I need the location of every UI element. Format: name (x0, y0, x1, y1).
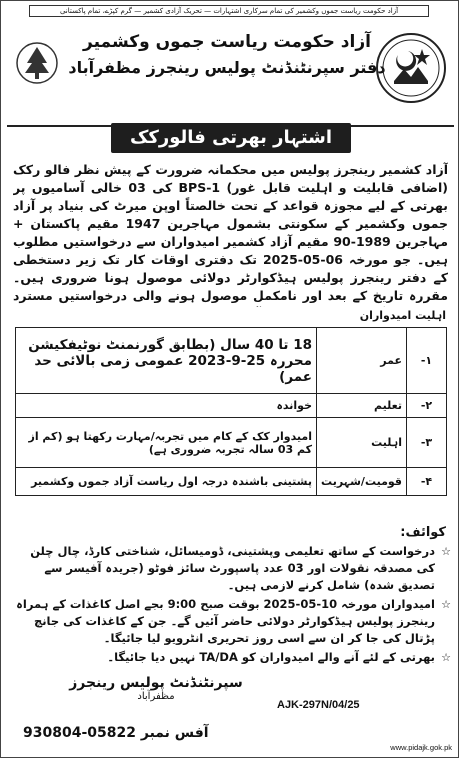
star-icon: ☆ (441, 651, 451, 664)
table-row (16, 468, 447, 496)
row-number: ۳- (407, 418, 447, 468)
list-item (13, 649, 451, 666)
note-text: درخواست کے ساتھ تعلیمی وپشتینی، ڈومیسائل، شناختی کارڈ، چال چلن کی مصدقہ نقولات اور 03 عدد پاسپورٹ سائز فوٹو (جریدہ آفیسر سے تصدیق شدہ) شامل کرنے لازمی ہیں۔ (30, 544, 435, 592)
row-value: خواندہ (16, 394, 317, 418)
notes-title: کوائف: (400, 525, 446, 540)
tree-logo-icon (15, 41, 59, 85)
govt-title: آزاد حکومت ریاست جموں وکشمیر (83, 32, 371, 52)
eligibility-label: اہلیت امیدواران (359, 309, 446, 322)
signature-block (61, 675, 251, 702)
row-value: امیدوار کک کے کام میں تجربہ/مہارت رکھتا ہو (کم از کم 03 سالہ تجربہ ضروری ہے) (16, 418, 317, 468)
star-icon: ☆ (441, 545, 451, 558)
table-row (16, 418, 447, 468)
note-text: امیدواران مورخہ 10-05-2025 بوقت صبح 9:00 بجے اصل کاغذات کے ہمراہ رینجرز پولیس ہیڈکوارٹر دولائی حاضر آئیں گے۔ جن کے کاغذات کی جانچ پڑتال کی جا کر ان سے اسی روز تحریری انٹرویو لیا جائیگا۔ (16, 597, 435, 645)
row-label: اہلیت (317, 418, 407, 468)
list-item (13, 596, 451, 647)
requirements-table (15, 327, 447, 496)
list-item (13, 543, 451, 594)
row-label: تعلیم (317, 394, 407, 418)
signatory-title: سپرنٹنڈنٹ پولیس رینجرز (69, 675, 243, 691)
website-url[interactable]: www.pidajk.gok.pk (390, 743, 452, 752)
table-row (16, 394, 447, 418)
notes-list (13, 543, 451, 668)
row-number: ۱- (407, 328, 447, 394)
page-title: اشتہار بھرتی فالورکک (111, 123, 351, 153)
signatory-city: مظفرآباد (137, 691, 175, 702)
header (7, 23, 454, 127)
row-value: پشتینی باشندہ درجہ اول ریاست آزاد جموں وکشمیر (16, 468, 317, 496)
advert-body: آزاد کشمیر رینجرز پولیس میں محکمانہ ضرورت کے پیش نظر فالو رکک (اضافی قابلیت و اہلیت قابل غور) BPS-1 کی 03 خالی آسامیوں پر بھرتی کے لیے مجوزہ قواعد کے تحت خالصتاً اوپن میرٹ کی بنیاد پر آزاد جموں وکشمیر کے سکونتی بشمول مہاجرین 1947 مقیم پاکستان + مہاجرین 1989-90 مقیم آزاد کشمیر امیدواران سے درخواستیں مطلوب ہیں۔ جو مورخہ 06-05-2025 تک دفتری اوقات کار تک زیر دستخطی کے دفتر رینجرز پولیس ہیڈکوارٹر دولائی موصول ہونا ضروری ہیں۔ مقررہ تاریخ کے بعد اور نامکمل موصول ہونے والی درخواستیں مسترد (13, 162, 448, 303)
star-icon: ☆ (441, 598, 451, 611)
table-row (16, 328, 447, 394)
note-text: بھرتی کے لئے آنے والے امیدواران کو TA/DA نہیں دیا جائیگا۔ (107, 650, 435, 664)
top-strip: آزاد حکومت ریاست جموں وکشمیر کی تمام سرکاری اشتہارات — تحریک آزادی کشمیر — گرم کپڑے، تمام پاکستانی (29, 5, 429, 17)
ajk-emblem-icon (374, 31, 448, 105)
row-label: قومیت/شہریت (317, 468, 407, 496)
row-number: ۴- (407, 468, 447, 496)
row-label: عمر (317, 328, 407, 394)
row-number: ۲- (407, 394, 447, 418)
reference-number: AJK-297N/04/25 (277, 699, 360, 711)
row-value: 18 تا 40 سال (بطابق گورنمنٹ نوٹیفکیشن محررہ 25-9-2023 عمومی زمی بالائی حد عمر) (16, 328, 317, 394)
office-phone: آفس نمبر 05822-930804 (23, 725, 209, 741)
office-title: دفتر سپرنٹنڈنٹ پولیس رینجرز مظفرآباد (68, 58, 386, 77)
